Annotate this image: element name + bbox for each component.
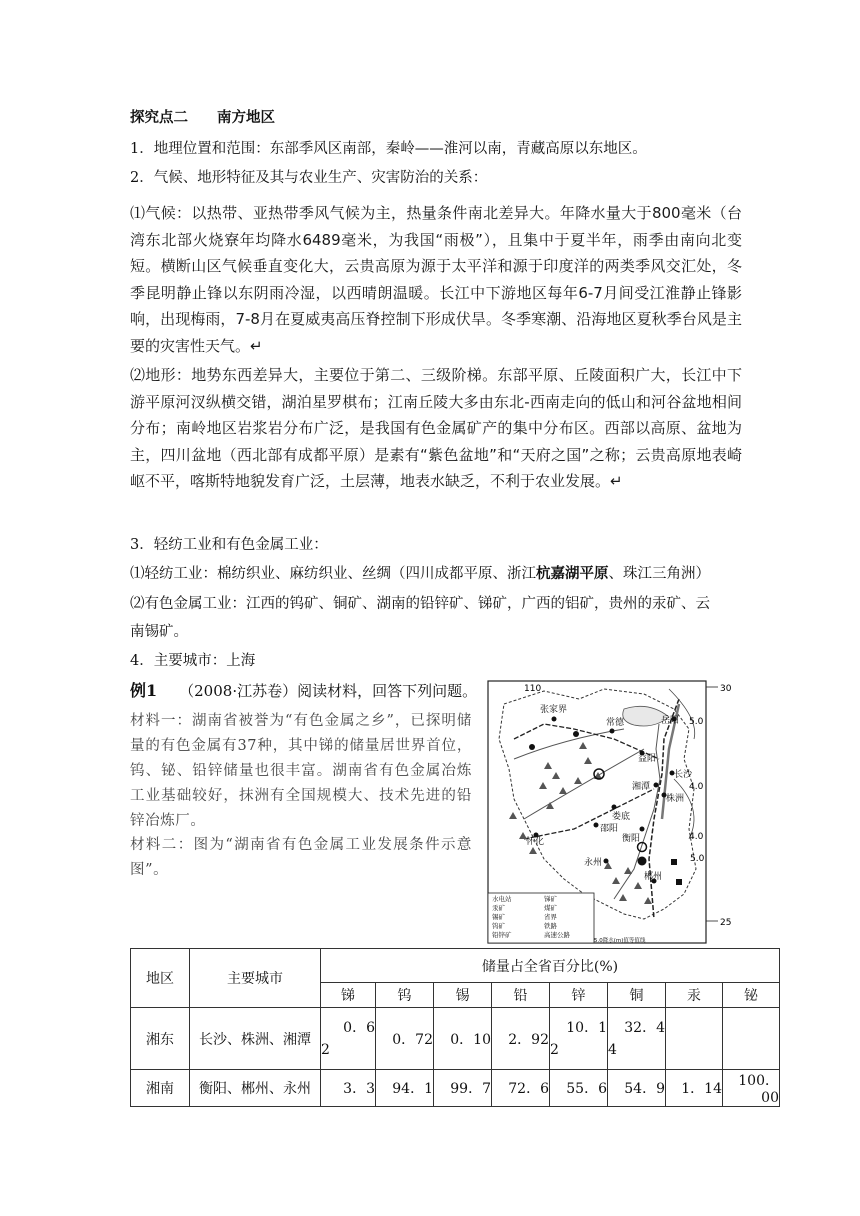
cell-zinc-a: 10．1	[566, 1019, 607, 1036]
light-industry-text-a: ⑴轻纺工业：棉纺织业、麻纺织业、丝绸（四川成都平原、浙江	[130, 566, 536, 582]
climate-paragraph: ⑴气候：以热带、亚热带季风气候为主，热量条件南北差异大。年降水量大于800毫米（台湾东北部火烧寮年均降水6489毫米，为我国“雨极”），且集中于夏半年，雨季由南向北变短。横断山区气候垂直变化大，云贵高原为源于太平洋和源于印度洋的两类季风交汇处，冬季昆明静止锋以东阴雨冷湿，以西晴朗温暖。长江中下游地区每年6-7月间受江淮静止锋影响，出现梅雨，7-8月在夏威夷高压脊控制下形成伏旱。冬季寒潮、沿海地区夏秋季台风是主要的灾害性天气。↵	[130, 204, 742, 355]
material-2: 材料二：图为“湖南省有色金属工业发展条件示意图”。	[130, 837, 472, 878]
railway-southwest	[524, 789, 654, 839]
legend-hydropower: 水电站	[492, 895, 512, 903]
city-huaihua: 怀化	[526, 837, 545, 847]
metal-industry-line-1: ⑵有色金属工业：江西的钨矿、铜矿、湖南的铅锌矿、锑矿，广西的铝矿，贵州的汞矿、云	[130, 596, 710, 612]
city-zhangjiajie: 张家界	[540, 705, 568, 715]
table-row	[131, 1008, 780, 1070]
cell-antimony-b: 2	[321, 1041, 330, 1058]
mineral-reserves-table	[130, 948, 780, 1107]
map-lat-bottom-label: 25	[720, 918, 732, 928]
isoline-label-1: 5.0	[689, 717, 704, 727]
isoline-label-2: 4.0	[689, 782, 704, 792]
legend-isoline-note: 5.0降水(m)值等值线	[594, 938, 646, 944]
city-hengyang: 衡阳	[622, 834, 641, 844]
cell-tin: 99．7	[434, 1070, 492, 1107]
header-mineral: 锌	[550, 983, 608, 1008]
example-source: （2008·江苏卷）阅读材料，回答下列问题。	[179, 682, 478, 700]
legend-mercury: 汞矿	[492, 904, 505, 912]
hunan-map	[484, 679, 734, 945]
cell-tungsten: 0．72	[376, 1008, 434, 1070]
header-mineral: 汞	[666, 983, 723, 1008]
cell-antimony: 3．3	[321, 1070, 376, 1107]
city-xiangtan: 湘潭	[632, 782, 651, 792]
map-lat-top-label: 30	[720, 684, 732, 694]
city-loudi: 娄底	[612, 812, 631, 822]
light-industry-bold: 杭嘉湖平原	[536, 565, 609, 582]
cell-zinc: 55．6	[550, 1070, 608, 1107]
cell-copper-a: 32．4	[624, 1019, 665, 1036]
row-region: 湘南	[131, 1070, 190, 1107]
isoline-label-3: 4.0	[689, 832, 704, 842]
city-changsha: 长沙	[674, 770, 693, 780]
item-2: 2．气候、地形特征及其与农业生产、灾害防治的关系：	[130, 170, 488, 186]
cell-zinc	[550, 1008, 608, 1070]
cell-tungsten: 94．1	[376, 1070, 434, 1107]
legend-lead-zinc: 铅锌矿	[492, 931, 512, 939]
cell-antimony-a: 0．6	[343, 1019, 375, 1036]
cell-copper-b: 4	[608, 1041, 617, 1058]
cell-mercury	[666, 1008, 723, 1070]
table-row	[131, 1070, 780, 1107]
header-mineral: 锡	[434, 983, 492, 1008]
header-mineral: 铅	[492, 983, 550, 1008]
row-cities: 衡阳、郴州、永州	[190, 1070, 321, 1107]
header-city: 主要城市	[190, 949, 321, 1008]
metal-industry-line-2: 南锡矿。	[130, 624, 188, 640]
header-region: 地区	[131, 949, 190, 1008]
item-1: 1．地理位置和范围：东部季风区南部，秦岭——淮河以南，青藏高原以东地区。	[130, 141, 647, 157]
example-heading	[130, 681, 477, 701]
city-chenzhou: 郴州	[644, 872, 663, 882]
header-mineral: 钨	[376, 983, 434, 1008]
legend-highway: 高速公路	[544, 931, 570, 939]
item-3: 3．轻纺工业和有色金属工业：	[130, 537, 328, 553]
legend-tungsten: 钨矿	[492, 922, 505, 930]
city-changde: 常德	[606, 718, 625, 728]
city-yiyang: 益阳	[638, 754, 657, 764]
cell-tin: 0．10	[434, 1008, 492, 1070]
header-mineral: 铜	[608, 983, 666, 1008]
row-region: 湘东	[131, 1008, 190, 1070]
city-yueyang: 岳阳	[661, 716, 680, 726]
header-mineral: 锑	[321, 983, 376, 1008]
city-shaoyang: 邵阳	[600, 824, 619, 834]
cell-zinc-b: 2	[550, 1041, 559, 1058]
terrain-paragraph: ⑵地形：地势东西差异大，主要位于第二、三级阶梯。东部平原、丘陵面积广大，长江中下游平原河汊纵横交错，湖泊星罗棋布；江南丘陵大多由东北-西南走向的低山和河谷盆地相间分布；南岭地区岩浆岩分布广泛，是我国有色金属矿产的集中分布区。西部以高原、盆地为主，四川盆地（西北部有成都平原）是素有“紫色盆地”和“天府之国”之称；云贵高原地表崎岖不平，喀斯特地貌发育广泛，土层薄，地表水缺乏，不利于农业发展。↵	[130, 366, 742, 490]
example-label: 例1	[130, 681, 158, 700]
legend-railway: 铁路	[544, 922, 557, 930]
header-percent: 储量占全省百分比(%)	[321, 949, 780, 983]
mountain-symbols	[509, 742, 652, 904]
cell-lead: 2．92	[492, 1008, 550, 1070]
city-yongzhou: 永州	[584, 858, 603, 868]
isoline-label-4: 5.0	[690, 854, 705, 864]
cell-bismuth: 100．00	[723, 1070, 780, 1107]
light-industry-line	[130, 564, 710, 584]
cell-lead: 72．6	[492, 1070, 550, 1107]
row-cities: 长沙、株洲、湘潭	[190, 1008, 321, 1070]
header-mineral: 铋	[723, 983, 780, 1008]
legend-tin: 锡矿	[492, 913, 505, 921]
map-lon-label: 110	[524, 684, 542, 694]
legend-border: 省界	[544, 913, 557, 921]
yuan-river	[514, 729, 624, 759]
legend-coal: 煤矿	[544, 904, 557, 912]
light-industry-text-b: 、珠江三角洲）	[608, 566, 710, 582]
cell-antimony	[321, 1008, 376, 1070]
item-4: 4．主要城市：上海	[130, 653, 256, 669]
cell-copper: 54．9	[608, 1070, 666, 1107]
cell-bismuth	[723, 1008, 780, 1070]
material-1: 材料一：湖南省被誉为“有色金属之乡”，已探明储量的有色金属有37种，其中锑的储量居世界首位，钨、铋、铅锌储量也很丰富。湖南省有色金属冶炼工业基础较好，抹洲有全国规模大、技术先进的铅锌冶炼厂。	[130, 713, 472, 829]
cell-mercury: 1．14	[666, 1070, 723, 1107]
legend-antimony: 锑矿	[544, 895, 557, 903]
section-title: 探究点二 南方地区	[130, 109, 275, 126]
cell-copper	[608, 1008, 666, 1070]
city-zhuzhou: 株洲	[666, 794, 685, 804]
